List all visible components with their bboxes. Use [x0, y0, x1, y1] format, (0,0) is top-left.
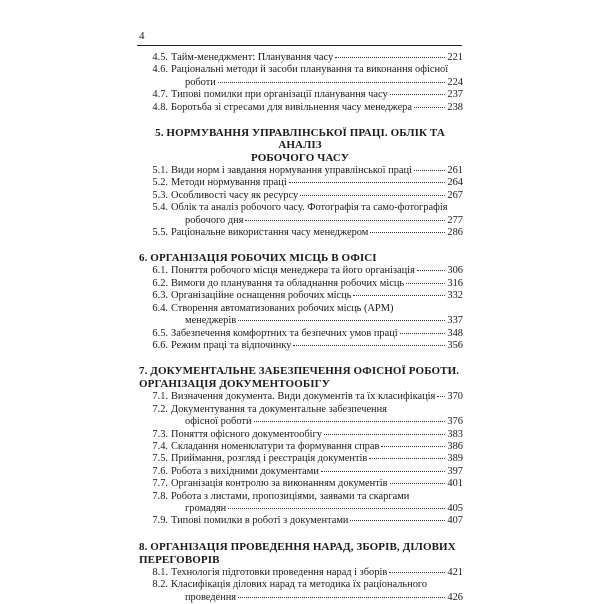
section-title: Вимоги до планування та обладнання робочих місць: [171, 277, 405, 289]
page-ref: 376: [447, 416, 463, 428]
toc-entry[interactable]: [137, 515, 463, 527]
section-title: проведення: [185, 591, 237, 603]
section-number: 7.3.: [152, 428, 168, 440]
toc-entry[interactable]: [137, 404, 463, 429]
section-title: Методи нормування праці: [171, 177, 287, 189]
section-number: 6.6.: [152, 339, 168, 351]
section-number: 7.6.: [152, 465, 168, 477]
chapter-heading: РОБОЧОГО ЧАСУ: [251, 152, 349, 165]
dot-leader: [324, 434, 445, 435]
section-title: Особливості часу як ресурсу: [171, 189, 299, 201]
dot-leader: [381, 446, 445, 447]
section-title: Поняття офісного документообігу: [171, 428, 322, 440]
section-number: 8.1.: [152, 566, 168, 578]
page-ref: 286: [447, 227, 463, 239]
chapter-section: [137, 352, 463, 527]
dot-leader: [218, 82, 446, 83]
toc-entry[interactable]: [137, 278, 463, 290]
dot-leader: [414, 107, 445, 108]
page-ref: 237: [447, 89, 463, 101]
section-title: Типові помилки при організації планування часу: [171, 89, 388, 101]
section-title: Технологія підготовки проведення нарад і зборів: [171, 566, 388, 578]
page-ref: 397: [447, 465, 463, 477]
dot-leader: [370, 232, 445, 233]
dot-leader: [414, 170, 445, 171]
page-ref: 224: [447, 76, 463, 88]
section-title: Боротьба зі стресами для вивільнення часу менеджера: [171, 101, 412, 113]
section-title: Визначення документа. Види документів та їх класифікація: [171, 391, 436, 403]
section-number: 7.2.: [152, 403, 168, 415]
toc-entry[interactable]: [137, 478, 463, 490]
section-title: Організація контролю за виконанням документів: [171, 478, 388, 490]
page-ref: 421: [447, 566, 463, 578]
section-number: 7.9.: [152, 515, 168, 527]
section-title: Поняття робочого місця менеджера та його організація: [171, 265, 415, 277]
section-number: 4.6.: [152, 64, 168, 76]
toc-entry[interactable]: [137, 466, 463, 478]
toc-entry[interactable]: [137, 567, 463, 579]
section-number: 7.1.: [152, 391, 168, 403]
toc-entry[interactable]: [137, 202, 463, 227]
toc-entry[interactable]: [137, 579, 463, 604]
header-rule: [137, 45, 462, 46]
dot-leader: [228, 508, 445, 509]
toc-entry[interactable]: [137, 265, 463, 277]
dot-leader: [389, 572, 445, 573]
chapter-section: [137, 52, 463, 114]
section-title: Види норм і завдання нормування управлінської праці: [171, 165, 412, 177]
toc-entry[interactable]: [137, 491, 463, 516]
toc-entry[interactable]: [137, 177, 463, 189]
toc-entry[interactable]: [137, 227, 463, 239]
section-number: 4.5.: [152, 52, 168, 63]
page-ref: 389: [447, 453, 463, 465]
toc-entry[interactable]: [137, 340, 463, 352]
section-title-line: Облік та аналіз робочого часу. Фотографія та само-фотографія: [171, 202, 448, 214]
section-title: Раціональне використання часу менеджером: [171, 227, 369, 239]
dot-leader: [335, 57, 445, 58]
page-ref: 332: [447, 290, 463, 302]
page-ref: 264: [447, 177, 463, 189]
table-of-contents: [137, 52, 463, 604]
page-ref: 267: [447, 189, 463, 201]
section-number: 6.5.: [152, 327, 168, 339]
dot-leader: [245, 220, 445, 221]
page-ref: 405: [447, 502, 463, 514]
dot-leader: [390, 483, 446, 484]
toc-entry[interactable]: [137, 52, 463, 64]
section-number: 7.8.: [152, 490, 168, 502]
chapter-heading: 5. НОРМУВАННЯ УПРАВЛІНСЬКОЇ ПРАЦІ. ОБЛІК ТА АНАЛІЗ: [155, 127, 445, 152]
section-number: 6.3.: [152, 290, 168, 302]
chapter-section: [137, 528, 463, 604]
section-title: Приймання, розгляд і реєстрація документів: [171, 453, 368, 465]
section-title: громадян: [185, 502, 227, 514]
page-ref: 356: [447, 339, 463, 351]
toc-entry[interactable]: [137, 303, 463, 328]
section-number: 7.7.: [152, 478, 168, 490]
section-title: Режим праці та відпочинку: [171, 339, 292, 351]
chapter-heading: 6. ОРГАНІЗАЦІЯ РОБОЧИХ МІСЦЬ В ОФІСІ: [139, 252, 377, 265]
dot-leader: [321, 471, 445, 472]
dot-leader: [390, 94, 446, 95]
chapter-section: [137, 239, 463, 352]
toc-entry[interactable]: [137, 391, 463, 403]
section-number: 7.4.: [152, 440, 168, 452]
page-ref: 401: [447, 478, 463, 490]
page-ref: 407: [447, 515, 463, 527]
section-number: 4.7.: [152, 89, 168, 101]
page-ref: 277: [447, 214, 463, 226]
section-title: Складання номенклатури та формування справ: [171, 440, 380, 452]
toc-entry[interactable]: [137, 89, 463, 101]
section-number: 4.8.: [152, 101, 168, 113]
section-title: Типові помилки в роботі з документами: [171, 515, 349, 527]
section-title-line: Документування та документальне забезпечення: [171, 403, 387, 415]
chapter-heading: ОРГАНІЗАЦІЯ ДОКУМЕНТООБІГУ: [139, 378, 330, 391]
chapter-heading: 7. ДОКУМЕНТАЛЬНЕ ЗАБЕЗПЕЧЕННЯ ОФІСНОЇ РОБОТИ.: [139, 365, 460, 378]
page-ref: 337: [447, 315, 463, 327]
dot-leader: [238, 320, 445, 321]
dot-leader: [400, 333, 446, 334]
dot-leader: [300, 195, 445, 196]
dot-leader: [369, 458, 445, 459]
page-ref: 238: [447, 101, 463, 113]
dot-leader: [417, 270, 446, 271]
page-ref: 383: [447, 428, 463, 440]
toc-entry[interactable]: [137, 453, 463, 465]
dot-leader: [350, 520, 445, 521]
dot-leader: [293, 345, 445, 346]
chapter-section: [137, 114, 463, 239]
section-number: 5.1.: [152, 165, 168, 177]
chapter-heading: ПЕРЕГОВОРІВ: [139, 553, 220, 566]
page-number: 4: [139, 30, 145, 42]
section-number: 5.2.: [152, 177, 168, 189]
section-number: 5.4.: [152, 202, 168, 214]
page-ref: 426: [447, 591, 463, 603]
dot-leader: [238, 597, 445, 598]
section-title: менеджерів: [185, 315, 237, 327]
section-title-line: Робота з листами, пропозиціями, заявами та скаргами: [171, 490, 410, 502]
dot-leader: [289, 182, 446, 183]
section-title: Тайм-менеджмент: Планування часу: [171, 52, 334, 63]
toc-entry[interactable]: [137, 429, 463, 441]
section-title-line: Раціональні методи й засоби планування та виконання офісної: [171, 64, 449, 76]
page-ref: 348: [447, 327, 463, 339]
page-ref: 386: [447, 440, 463, 452]
section-title: Робота з вихідними документами: [171, 465, 319, 477]
toc-entry[interactable]: [137, 165, 463, 177]
dot-leader: [406, 283, 445, 284]
section-number: 5.5.: [152, 227, 168, 239]
section-number: 8.2.: [152, 579, 168, 591]
dot-leader: [254, 421, 446, 422]
section-title: офісної роботи: [185, 416, 252, 428]
section-number: 7.5.: [152, 453, 168, 465]
section-title-line: Створення автоматизованих робочих місць (АРМ): [171, 302, 394, 314]
toc-entry[interactable]: [137, 328, 463, 340]
toc-entry[interactable]: [137, 102, 463, 114]
toc-entry[interactable]: [137, 290, 463, 302]
page-ref: 370: [447, 391, 463, 403]
section-title: Забезпечення комфортних та безпечних умов праці: [171, 327, 398, 339]
toc-entry[interactable]: [137, 190, 463, 202]
section-number: 6.2.: [152, 277, 168, 289]
dot-leader: [437, 396, 445, 397]
page-ref: 316: [447, 277, 463, 289]
section-title-line: Класифікація ділових нарад та методика їх раціонального: [171, 579, 428, 591]
chapter-heading: 8. ОРГАНІЗАЦІЯ ПРОВЕДЕННЯ НАРАД, ЗБОРІВ, ДІЛОВИХ: [139, 540, 456, 553]
dot-leader: [353, 295, 445, 296]
section-number: 5.3.: [152, 189, 168, 201]
page-ref: 221: [447, 52, 463, 63]
page-ref: 306: [447, 265, 463, 277]
section-number: 6.4.: [152, 302, 168, 314]
toc-entry[interactable]: [137, 441, 463, 453]
toc-entry[interactable]: [137, 64, 463, 89]
page-ref: 261: [447, 165, 463, 177]
section-number: 6.1.: [152, 265, 168, 277]
section-title: робочого дня: [185, 214, 244, 226]
section-title: Організаційне оснащення робочих місць: [171, 290, 352, 302]
section-title: роботи: [185, 76, 216, 88]
